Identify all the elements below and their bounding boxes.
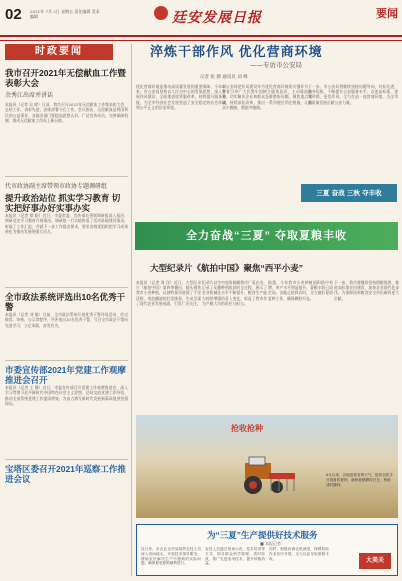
date-line: 2021年 7月 2日 星期五 责任编辑 美术编辑 <box>30 9 100 19</box>
column-rule <box>131 44 132 576</box>
article-1-body: 本报讯（记者 吴 婷）日前，我市召开2021年无偿献血工作暨表彰大会，总结工作，表彰先进，安排部署今后工作。会议指出，无偿献血是利国利民的公益事业，各地各部门要提高思想认识，广泛宣传动员，完善保障机制，推动无偿献血工作再上新台阶。 <box>5 102 128 124</box>
main-article-subtitle: ——专访市公安局 <box>250 61 302 69</box>
article-5-title[interactable]: 宝塔区委召开2021年巡察工作推进会议 <box>5 464 126 484</box>
article-3-title[interactable]: 全市政法系统评选出10名优秀干警 <box>5 292 125 312</box>
technical-service-title[interactable]: 为“三夏”生产提供好技术服务 <box>207 530 318 540</box>
article-1-subtitle: 余秀江出席并讲话 <box>5 92 54 99</box>
photo-label: 抢收抢种 <box>231 424 263 433</box>
stamp-logo: 大美关 <box>359 553 391 569</box>
article-3-body: 本报讯（记者 刘 敏）日前，全市政法系统开展优秀干警评选活动，经过推荐、审核、公示等程序，共评选出10名优秀干警，号召全市政法干警向先进学习，立足本职，奋发有为。 <box>5 312 128 328</box>
article-4-body: 本报讯（记者 王 静）近日，市委宣传部召开党建工作观摩推进会，深入学习贯彻习近平新时代中国特色社会主义思想，总结交流党建工作经验，推动全部系统党建工作提质增效，为奋力谱写新时代发展新篇章提供坚强保证。 <box>5 385 128 407</box>
technical-service-body-col-3: 同时，积极协调农机调度，保障机收作业有序开展，全力以赴夺取夏粮丰收。 <box>269 547 329 561</box>
masthead-title: 廷安发展日报 <box>172 10 262 26</box>
technical-service-box <box>136 524 398 576</box>
article-1-title[interactable]: 我市召开2021年无偿献血工作暨表彰大会 <box>5 68 126 88</box>
documentary-body-col-4: 下一步，我市将继续坚持稳粮保供，推进高标准农田建设，加快农业现代化步伐，为保障国家粮食安全作出新的更大贡献。 <box>334 280 399 301</box>
section-banner: 时政要闻 <box>5 44 113 60</box>
article-2-title[interactable]: 提升政治站位 抓实学习教育 切实把好事办好实事办实 <box>5 193 121 213</box>
documentary-body-col-3: 据悉，今年我市小麦种植面积稳中有增，单产水平明显提升，夏粮丰收已成定局。各地正抢抓农时，全力做好夏收夏种工作，确保颗粒归仓。 <box>268 280 333 301</box>
article-2-pretitle: 代市政协副主席带领市政协专题调研组 <box>5 183 108 190</box>
page-header <box>0 0 402 37</box>
documentary-article-title[interactable]: 大型纪录片《航拍中国》聚焦“西平小麦” <box>150 263 304 273</box>
section-tag: 要闻 <box>376 8 398 20</box>
technical-service-body-col-2: 农技人员通过现场示范、技术培训等方式，指导群众科学管理、适时收获，推广先进适用技术，提升种植效益。 <box>205 547 265 566</box>
main-article-byline: 记者 张 静 通讯员 刘 峰 <box>200 75 248 80</box>
main-article-title[interactable]: 淬炼干部作风 优化营商环境 <box>150 44 323 59</box>
harvest-photo <box>136 415 398 518</box>
promo-strip: 三夏 奋战 三秋 夺丰收 <box>301 184 397 202</box>
feature-banner: 全力奋战“三夏” 夺取夏粮丰收 <box>135 222 398 250</box>
documentary-body-col-2: 纪录片以空中视角俯瞰我市广袤农田，记录了从播种到收获的全过程，展示了农业机械化水平不断提升、粮食生产能力持续增强的喜人变化，彰显了我市作为产粮大市的责任与担当。 <box>202 280 267 306</box>
divider <box>5 176 128 177</box>
main-article-body-col-3: 下一步，市公安局将继续坚持问题导向，对标先进，补齐短板，不断提升公安服务水平，以更高标准、更实举措、更优作风，全力打造一流营商环境，为全市高质量发展贡献公安力量。 <box>308 84 398 105</box>
page-number: 02 <box>5 6 22 23</box>
main-article-body-col-2: 市公安局把作风建设作为优化营商环境的关键环节，教育引导广大民警牢固树立服务意识，主动靠前服务，切实解决企业和群众急难愁盼问题。聚焦重点领域，持续深化改革，推出一系列便民利企措施，让群众少跑腿、数据多跑路。 <box>222 84 312 110</box>
main-article-body-col-1: 优化营商环境是推动高质量发展的重要保障。今年以来，市公安局坚持以人民为中心的发展思想，深入开展作风建设，全面推进放管服改革，持续提升服务效能，为全市经济社会发展营造了安全稳定的社会环境和公平正义的法治环境。 <box>136 84 226 110</box>
article-2-body: 本报讯（记者 徐 阳）近日，市委常委、宣传部长带领调研组深入基层，调研党史学习教育开展情况。调研组一行实地察看了活动阵地建设情况，听取了工作汇报，并就下一步工作提出要求，要求各级党组织把学习成果转化为推动发展的强大动力。 <box>5 213 128 235</box>
photo-caption: 6月以来，各地抢抓有利天气，组织农机手开展夏收夏种，确保夏粮颗粒归仓、秋粮适时播种。 <box>326 473 393 487</box>
divider <box>5 287 128 288</box>
technical-service-body-col-1: 连日来，市农业农村局组织农技人员深入田间地头，开展技术指导服务，帮助农民解决生产中遇到的实际问题，确保夏收夏种顺利进行。 <box>141 547 201 566</box>
masthead-logo-icon <box>154 6 168 20</box>
divider <box>5 459 128 460</box>
article-4-title[interactable]: 市委宣传部2021年党建工作观摩推进会召开 <box>5 365 126 385</box>
tractor-icon <box>231 455 301 495</box>
technical-service-byline: ■ 本报记者 <box>260 541 282 546</box>
divider <box>5 360 128 361</box>
documentary-body-col-1: 本报讯（记者 周 洋）近日，大型纪录片《航拍中国》第四季播出，镜头聚焦我市小麦种植，以独特视角展现了千里沃野、麦浪翻滚的壮美画卷，生动呈现了现代农业发展成就，引发广泛关注。 <box>136 280 201 306</box>
left-column <box>5 44 128 576</box>
